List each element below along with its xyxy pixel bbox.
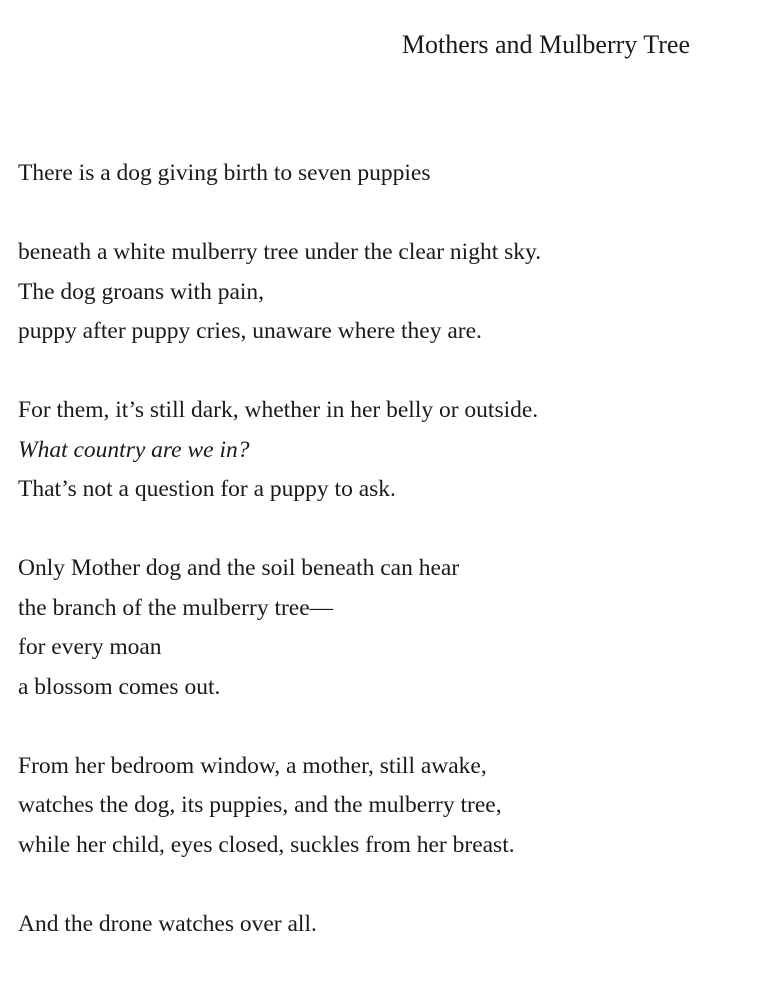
stanza xyxy=(18,905,748,945)
poem-line: Only Mother dog and the soil beneath can hear xyxy=(18,555,460,581)
poem-line: while her child, eyes closed, suckles from her breast. xyxy=(18,831,515,858)
poem-line: From her bedroom window, a mother, still awake, xyxy=(18,752,487,779)
poem-line: a blossom comes out. xyxy=(18,673,221,700)
poem-line: For them, it’s still dark, whether in her belly or outside. xyxy=(18,397,539,423)
poem-line: watches the dog, its puppies, and the mulberry tree, xyxy=(18,792,502,818)
poem-line: beneath a white mulberry tree under the clear night sky. xyxy=(18,239,542,265)
poem-line: for every moan xyxy=(18,634,162,660)
poem-line-italic: What country are we in? xyxy=(18,436,250,463)
stanza xyxy=(18,154,748,194)
poem-line: puppy after puppy cries, unaware where they are. xyxy=(18,318,482,344)
poem-body xyxy=(18,154,748,984)
poem-line: There is a dog giving birth to seven puppies xyxy=(18,160,431,186)
poem-line: And the drone watches over all. xyxy=(18,910,317,937)
stanza xyxy=(18,549,748,707)
poem-line: That’s not a question for a puppy to ask. xyxy=(18,476,396,502)
stanza xyxy=(18,391,748,510)
poem-title: Mothers and Mulberry Tree xyxy=(401,30,690,59)
stanza xyxy=(18,233,748,352)
poem-line: the branch of the mulberry tree— xyxy=(18,594,334,621)
poem-line: The dog groans with pain, xyxy=(18,278,265,305)
stanza xyxy=(18,747,748,866)
